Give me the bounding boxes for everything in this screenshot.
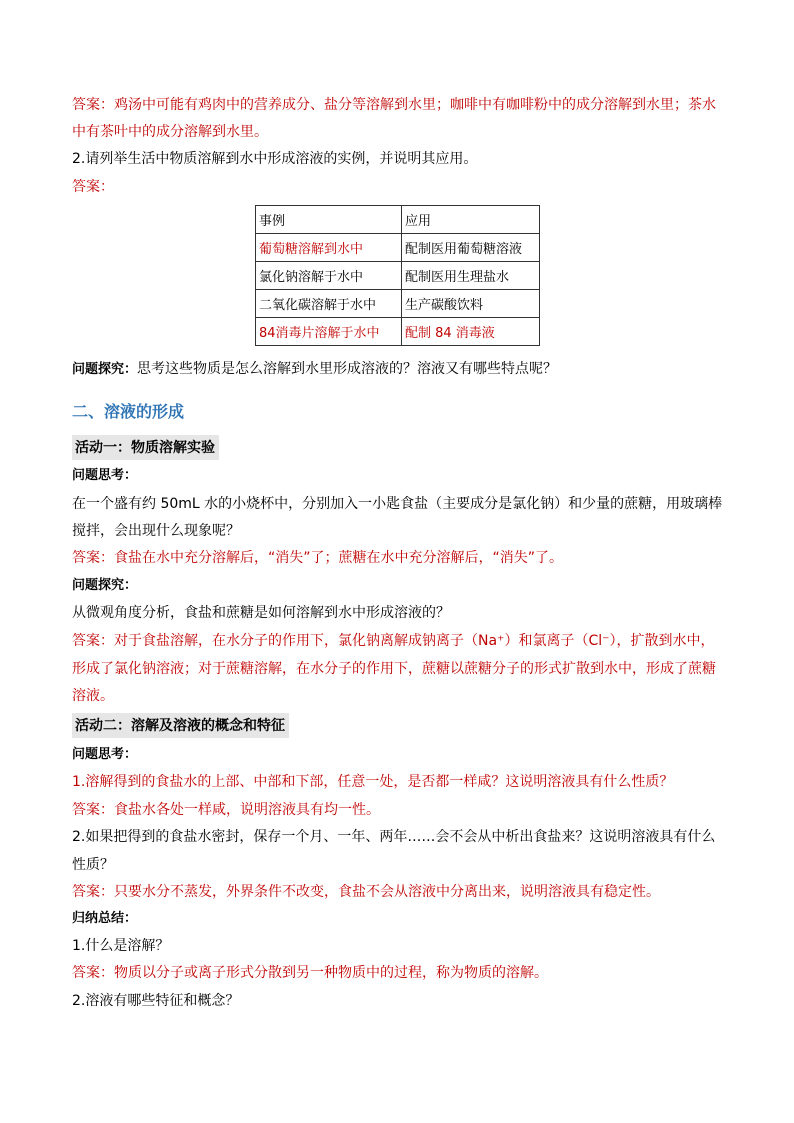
table-header-cell: 事例 [256,206,402,234]
answer-text: 食盐水各处一样咸，说明溶液具有均一性。 [114,802,380,818]
table-cell: 氯化钠溶解于水中 [256,262,402,290]
example-table [255,205,540,346]
activity-2-question-2-line-1: 2.如果把得到的食盐水密封，保存一个月、一年、两年……会不会从中析出食盐来？这说明溶液具有什么 [72,829,716,845]
activity-1-question-line-1: 在一个盛有约 50mL 水的小烧杯中，分别加入一小匙食盐（主要成分是氯化钠）和少量的蔗糖，用玻璃棒 [72,496,723,512]
activity-2-answer-1 [72,800,380,820]
answer-text: 只要水分不蒸发，外界条件不改变，食盐不会从溶液中分离出来，说明溶液具有稳定性。 [114,884,660,900]
table-row [256,234,540,262]
table-row [256,318,540,346]
explore-question: 从微观角度分析，食盐和蔗糖是如何溶解到水中形成溶液的？ [72,605,450,621]
table-header-cell: 应用 [402,206,540,234]
section-heading: 二、溶液的形成 [72,402,185,421]
activity-2-title: 活动二：溶解及溶液的概念和特征 [72,713,289,738]
answer-label: 答案： [72,550,114,566]
think-label: 问题思考： [72,468,138,483]
answer-label: 答案： [72,633,114,649]
top-answer-line-1 [72,95,716,115]
question-2-answer-label: 答案： [72,179,114,195]
answer-label: 答案： [72,97,114,113]
answer-text: 食盐在水中充分溶解后，“消失”了；蔗糖在水中充分溶解后，“消失”了。 [114,550,564,566]
activity-1-title: 活动一：物质溶解实验 [72,435,219,460]
table-cell: 生产碳酸饮料 [402,290,540,318]
summary-label: 归纳总结： [72,911,138,926]
answer-text: 物质以分子或离子形式分散到另一种物质中的过程，称为物质的溶解。 [114,965,548,981]
answer-text: 鸡汤中可能有鸡肉中的营养成分、盐分等溶解到水里；咖啡中有咖啡粉中的成分溶解到水里；茶水 [114,97,716,113]
summary-question-1: 1.什么是溶解？ [72,938,170,954]
explore-label: 问题探究： [72,578,138,593]
explore-answer-line-1 [72,631,715,651]
table-header-row [256,206,540,234]
table-cell: 葡萄糖溶解到水中 [256,234,402,262]
explore-answer-line-2: 形成了氯化钠溶液；对于蔗糖溶解，在水分子的作用下，蔗糖以蔗糖分子的形式扩散到水中，形成了蔗糖 [72,661,716,677]
explore-answer-line-3: 溶液。 [72,688,114,704]
question-2: 2.请列举生活中物质溶解到水中形成溶液的实例，并说明其应用。 [72,151,478,167]
think-label: 问题思考： [72,747,138,762]
summary-question-2: 2.溶液有哪些特征和概念？ [72,993,240,1009]
activity-2-answer-2 [72,882,660,902]
answer-text: 对于食盐溶解，在水分子的作用下，氯化钠离解成钠离子（Na⁺）和氯离子（Cl⁻），扩散到水中， [114,633,715,649]
summary-answer-1 [72,963,548,983]
activity-1-question-line-2: 搅拌，会出现什么现象呢？ [72,523,240,539]
table-row [256,262,540,290]
table-cell: 配制医用生理盐水 [402,262,540,290]
table-cell: 84消毒片溶解于水中 [256,318,402,346]
table-cell: 配制 84 消毒液 [402,318,540,346]
explore-label: 问题探究： [72,362,138,377]
explore-line [72,359,557,380]
table-cell: 配制医用葡萄糖溶液 [402,234,540,262]
activity-1-answer [72,548,563,568]
activity-2-question-1: 1.溶解得到的食盐水的上部、中部和下部，任意一处，是否都一样咸？这说明溶液具有什么性质？ [72,774,674,790]
activity-2-question-2-line-2: 性质？ [72,857,114,873]
answer-label: 答案： [72,802,114,818]
answer-label: 答案： [72,884,114,900]
table-row [256,290,540,318]
answer-label: 答案： [72,965,114,981]
top-answer-line-2: 中有茶叶中的成分溶解到水里。 [72,124,268,140]
table-cell: 二氧化碳溶解于水中 [256,290,402,318]
explore-text: 思考这些物质是怎么溶解到水里形成溶液的？溶液又有哪些特点呢？ [137,361,558,377]
